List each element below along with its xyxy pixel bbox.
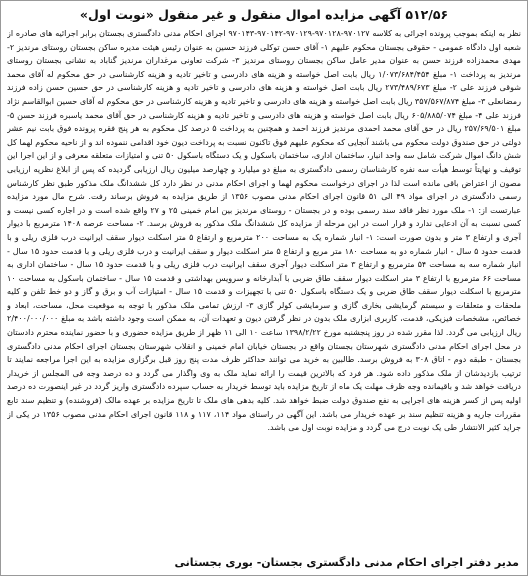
notice-title: ۵۱۲/۵۶ آگهی مزایده اموال منقول و غیر منقول «نوبت اول» xyxy=(79,7,449,22)
notice-signature: مدیر دفتر اجرای احکام مدنی دادگستری بجستان- بوری بجستانی xyxy=(174,556,519,569)
notice-body: نظر به اینکه بموجب پرونده اجرائی به کلاسه ۹۷۰۱۲۷-۹۷۰۱۲۸-۹۷۰۱۲۹-۹۷۰۱۴۲-۹۷۰۱۴۳ اجرای احکام مدنی دادگستری بجستان برابر اجرائیه های صادره از شعبه اول دادگاه عمومی - حقوقی بجستان محکوم علیهم ۱- آقای حسن توکلی فرزند حسین به عنوان رئیس هیئت مدیره ساکن بجستان روستای مرندیز ۲- مهدی محمدزاده فرزند حسن به عنوان مدیر عامل ساکن بجستان روستای مرندیز ۳- شرکت تعاونی مرغداران مرندیز گناباد به نشانی بجستان روستای مرندیز به پرداخت ۱- مبلغ ۱/۰۷۳/۶۸۴/۴۵۴ ریال بابت اصل خواسته و هزینه های دادرسی و تاخیر تادیه و هزینه کارشناسی در حق محکوم له آقای محمد شوقی فرزند علی ۲- مبلغ ۲۷۳/۴۸۹/۶۷۳ ریال بابت اصل خواسته و هزینه های دادرسی و تاخیر تادیه و هزینه کارشناسی در حق حسین حسن زاده فرزند رمضانعلی ۳- مبلغ ۳۵۷/۵۶۷/۸۷۴ ریال بابت اصل خواسته و هزینه های دادرسی و تاخیر تادیه و هزینه کارشناسی در حق محکوم له آقای حسین ابوالقاسم نژاد فرزند علی ۴- مبلغ ۶۰۵/۸۸۵/۰۷۴ ریال بابت اصل خواسته و هزینه های دادرسی و تاخیر تادیه و هزینه کارشناسی در حق آقای محمد یاسبره فرزند حسن ۵- مبلغ ۲۵۷/۶۹/۵۰۱ ریال در حق آقای محمد احمدی مرندیز فرزند احمد و همچنین به پرداخت ۵ درصد کل محکوم به هر پنج فقره پرونده فوق بابت نیم عشر دولتی در حق صندوق دولت محکوم می باشند آنجایی که محکوم علیهم فوق تاکنون نسبت به پرداخت دیون خود اقدامی ننموده اند و از ناحیه محکوم لهما کل شش دانگ اموال شرکت شامل سه واحد انبار، ساختمان اداری، ساختمان باسکول و یک دستگاه باسکول ۵۰ تنی و امتیازات متعلقه معرفی و از این اجرا این توقیف و نهایتاً توسط هیأت سه نفره کارشناسان رسمی دادگستری به مبلغ دو میلیارد و چهارصد میلیون ریال ارزیابی گردیده که پس از ابلاغ نظریه ارزیابی مصون از اعتراض باقی مانده است لذا در اجرای درخواست محکوم لهما و اجرای احکام مدنی در نظر دارد کل ششدانگ ملک مذکور طبق نظر کارشناس رسمی دادگستری در اجرای مواد ۴۹ الی ۵۱ قانون اجرای احکام مدنی مصوب ۱۳۵۶ از طریق مزایده به فروش برساند رفت. شرح مال مورد مزایده عبارتست از: ۱- ملک مورد نظر فاقد سند رسمی بوده و در بجستان - روستای مرندیز بین امام خمینی ۲۵ و ۲۷ واقع شده است و در اجاره کسی نیست و کسی نسبت به آن ادعایی ندارد و قرار است در این مرحله از مزایده کل ششدانگ ملک مذکور به فروش برسد. ۲- مساحت عرصه ۱۴۰۸ مترمربع با دیوار آجری و ارتفاع ۳ متر و بدون صورت است: ۱- انبار شماره یک به مساحت ۲۰۰ مترمربع و ارتفاع ۵ متر اسکلت دیوار سقف ایرانیت درب فلزی ریلی و با قدمت حدود ۵ سال - انبار شماره دو به مساحت ۱۸۰ متر مربع و ارتفاع ۵ متر اسکلت دیوار و سقف ایرانیت و درب فلزی ریلی و با قدمت حدود ۱۵ سال - انبار شماره سه به مساحت ۵۴ مترمربع و ارتفاع ۳ متر اسکلت دیوار آجری سقف ایرانیت درب فلزی ریلی و با قدمت حدود ۱۵ سال - ساختمان اداری به مساحت ۶۶ مترمربع با ارتفاع ۳ متر اسکلت دیوار سقف طاق ضربی با آبدارخانه و سرویس بهداشتی و قدمت ۱۵ سال - ساختمان باسکول به مساحت ۱۰ مترمربع با اسکلت دیوار سقف طاق ضربی و یک دستگاه باسکول ۵۰ تنی با تجهیزات و قدمت ۱۵ سال - امتیازات آب و برق و گاز و دو خط تلفن و کلیه ملحقات و متعلقات و سیستم گرمایشی بخاری گازی و سرمایشی کولر گازی ۳- ارزش تمامی ملک مذکور با توجه به موقعیت محل، مساحت، ابعاد و خصائص، مشخصات فیزیکی، قدمت، کاربری ابزاری ملک بدون در نظر گرفتن دیون و تعهدات آن، به ممکن است وجود داشته باشد به مبلغ ۲/۴۰۰/۰۰۰/۰۰۰ ریال ارزیابی می گردد. لذا مقرر شده در روز پنجشنبه مورخ ۱۳۹۸/۲/۲۲ ساعت ۱۰ الی ۱۱ ظهر از طریق مزایده حضوری و با حضور نماینده محترم دادستان در محل اجرای احکام مدنی دادگستری شهرستان بجستان واقع در بجستان خیابان امام خمینی و انقلاب شهرستان بجستان اجرای احکام مدنی دادگستری بجستان - طبقه دوم - اتاق ۳۰۸ به فروش برسد. طالبین به خرید می توانند حداکثر ظرف مدت پنج روز قبل برگزاری مزایده به این اجرا مراجعه نمایند تا ترتیب بازدیدشان از ملک مذکور داده شود. هر فرد که بالاترین قیمت را ارائه نماید ملک به وی واگذار می گردد و ده درصد وجه فی المجلس از خریدار دریافت خواهد شد و باقیمانده وجه ظرف مهلت یک ماه از تاریخ مزایده باید توسط خریدار به حساب سپرده دادگستری واریز گردد در غیر اینصورت ده درصد اولیه پس از کسر هزینه های اجرایی به نفع صندوق دولت ضبط خواهد شد. کلیه بدهی های ملک تا تاریخ مزایده بر عهده مالک (فروشنده) و تنظیم سند تابع مقررات جاریه و هزینه تنظیم سند بر عهده خریدار می باشد. این آگهی در راستای مواد ۱۱۴، ۱۱۷ و ۱۱۸ قانون اجرای احکام مدنی مصوب ۱۳۵۶ در یکی از جراید کثیر الانتشار طی یک نوبت درج می گردد و مزایده نوبت اول می باشد. xyxy=(7,29,521,433)
